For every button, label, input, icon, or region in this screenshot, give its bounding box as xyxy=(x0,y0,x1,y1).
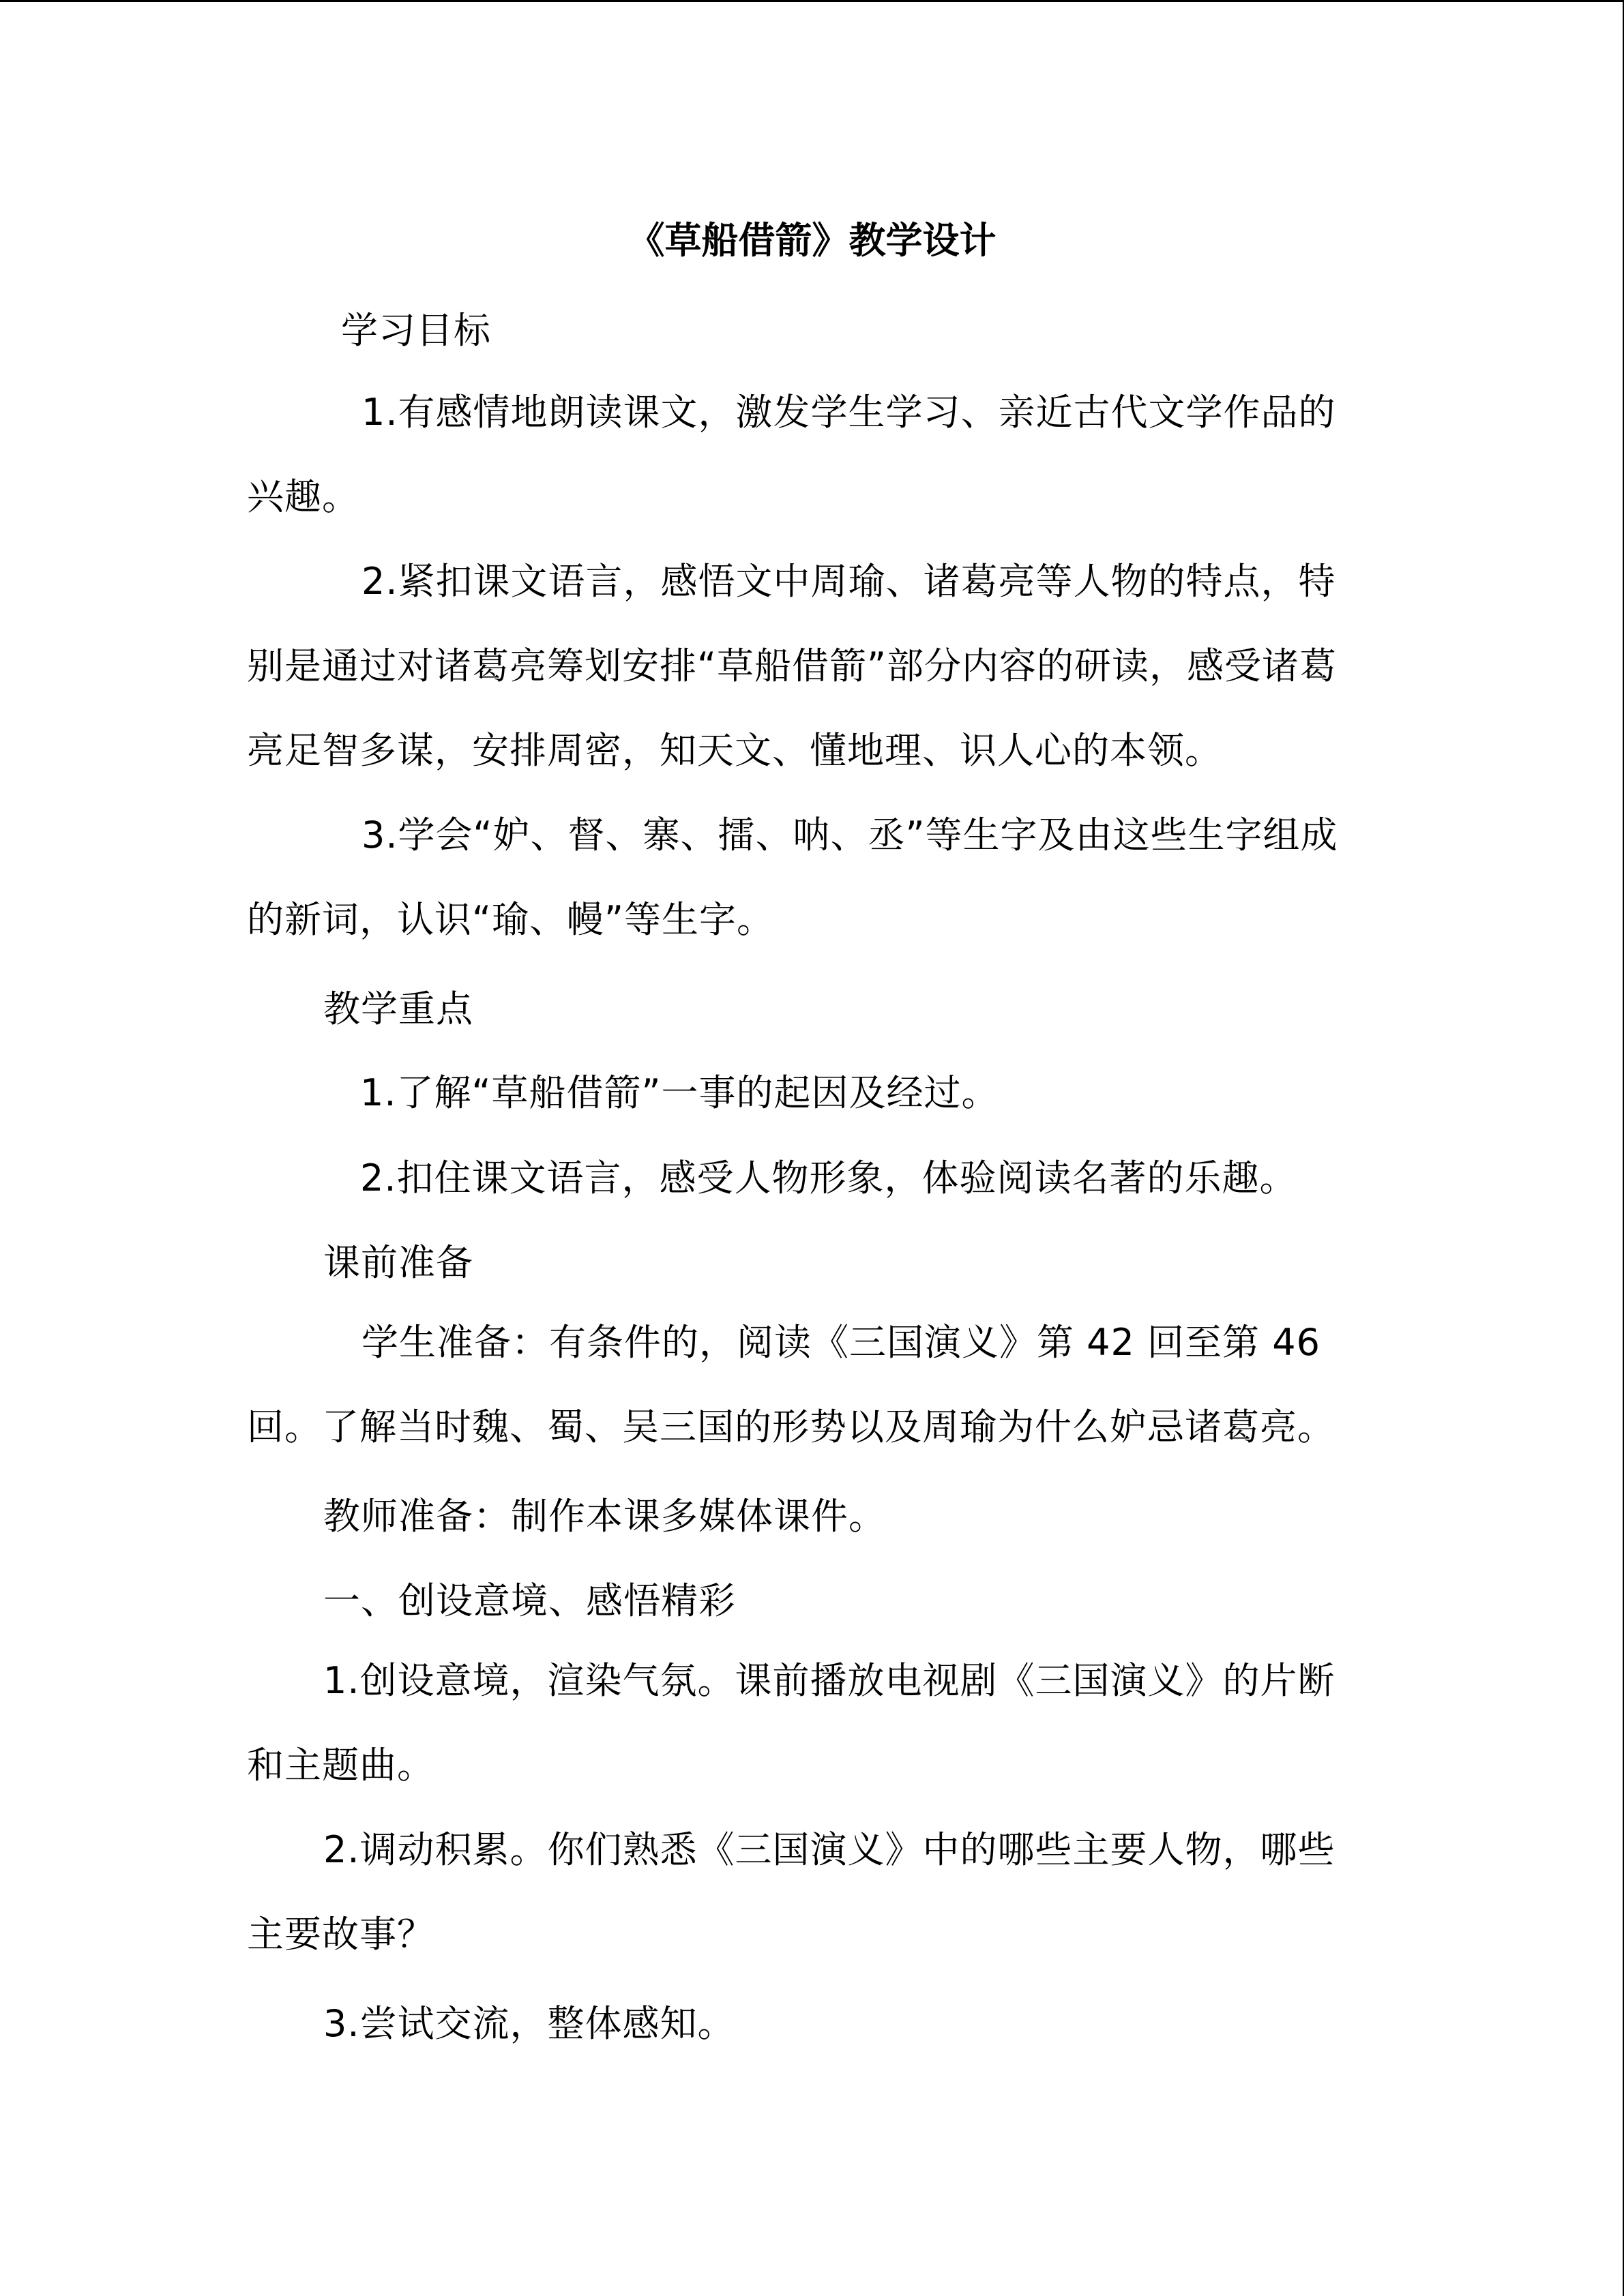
objectives-heading: 学习目标 xyxy=(341,309,491,352)
part1-heading: 一、创设意境、感悟精彩 xyxy=(323,1579,736,1622)
step-2: 2.调动积累。你们熟悉《三国演义》中的哪些主要人物，哪些主要故事？ xyxy=(247,1828,1335,1956)
focus-1: 1.了解“草船借箭”一事的起因及经过。 xyxy=(360,1071,999,1114)
focus-heading: 教学重点 xyxy=(323,987,473,1030)
prep-students: 学生准备：有条件的，阅读《三国演义》第 42 回至第 46 回。了解当时魏、蜀、吴三国的形势以及周瑜为什么妒忌诸葛亮。 xyxy=(247,1321,1335,1448)
objective-2: 2.紧扣课文语言，感悟文中周瑜、诸葛亮等人物的特点，特别是通过对诸葛亮筹划安排“草船借箭”部分内容的研读，感受诸葛亮足智多谋，安排周密，知天文、懂地理、识人心的本领。 xyxy=(247,560,1337,772)
document-title: 《草船借箭》教学设计 xyxy=(628,219,996,262)
step-1: 1.创设意境，渲染气氛。课前播放电视剧《三国演义》的片断和主题曲。 xyxy=(247,1659,1335,1787)
focus-2: 2.扣住课文语言，感受人物形象，体验阅读名著的乐趣。 xyxy=(360,1157,1297,1199)
prep-teacher: 教师准备：制作本课多媒体课件。 xyxy=(323,1495,886,1538)
step-3: 3.尝试交流，整体感知。 xyxy=(323,2002,735,2045)
objective-3: 3.学会“妒、督、寨、擂、呐、丞”等生字及由这些生字组成的新词，认识“瑜、幔”等生字。 xyxy=(247,814,1338,941)
prep-heading: 课前准备 xyxy=(323,1241,473,1284)
objective-1: 1.有感情地朗读课文，激发学生学习、亲近古代文学作品的兴趣。 xyxy=(247,391,1336,518)
